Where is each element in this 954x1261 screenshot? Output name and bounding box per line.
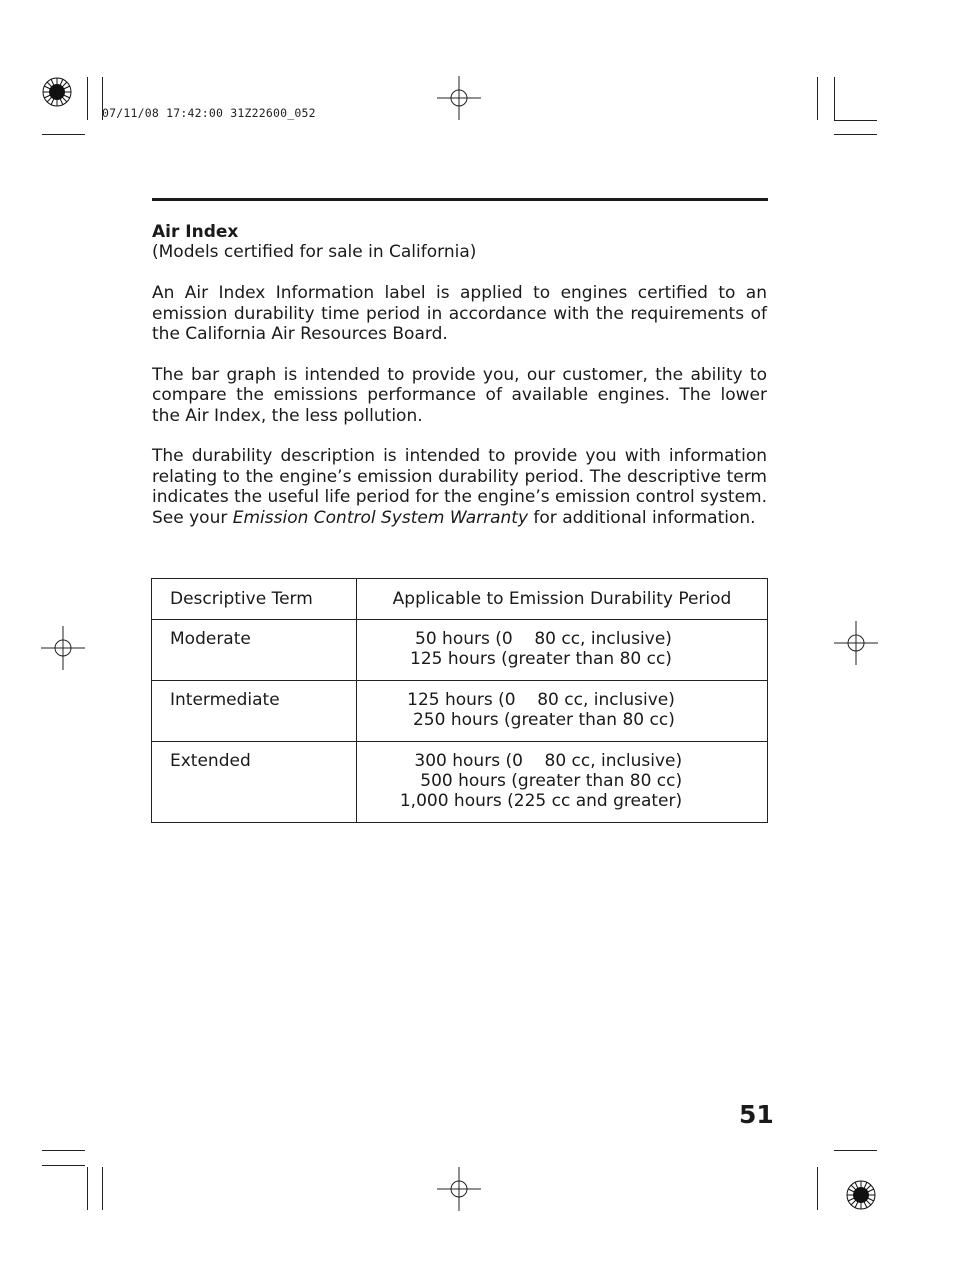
period-cell [357, 680, 768, 741]
durability-table [151, 578, 768, 823]
period-value: 250 hours (greater than 80 cc) [412, 710, 675, 731]
crop-mark [87, 77, 88, 120]
table-row [152, 741, 768, 822]
print-stamp: 07/11/08 17:42:00 31Z22600_052 [102, 106, 316, 120]
paragraph-durability [152, 446, 767, 528]
table-row [152, 620, 768, 681]
paragraph-durability-text: The durability description is intended to provide you with information relating to the engine’s emission durability period. The descriptive term indicates the useful life period for the engine’s emission control system. See your [152, 446, 767, 528]
period-value: 500 hours (greater than 80 cc) [420, 771, 683, 792]
period-cell [357, 741, 768, 822]
section-rule [152, 198, 768, 201]
term-cell: Intermediate [152, 680, 357, 741]
header-descriptive-term: Descriptive Term [152, 579, 357, 620]
crop-mark [42, 134, 85, 135]
crop-mark [834, 120, 877, 121]
page-number: 51 [739, 1100, 774, 1129]
registration-crosshair-icon [41, 626, 85, 670]
registration-crosshair-icon [437, 1167, 481, 1211]
table-row [152, 680, 768, 741]
term-cell: Moderate [152, 620, 357, 681]
air-index-section [152, 222, 767, 528]
registration-star-icon [42, 77, 72, 107]
period-value: 125 hours (0 80 cc, inclusive) [407, 689, 675, 710]
paragraph-durability-tail: for additional information. [528, 507, 756, 528]
section-subheading: (Models certified for sale in California) [152, 242, 477, 263]
paragraph-label-info: An Air Index Information label is applied to engines certified to an emission durability time period in accordance with the requirements of the California Air Resources Board. [152, 283, 767, 345]
term-cell: Extended [152, 741, 357, 822]
crop-mark [42, 1150, 85, 1151]
crop-mark [817, 77, 818, 120]
period-value: 1,000 hours (225 cc and greater) [399, 791, 683, 812]
period-cell [357, 620, 768, 681]
paragraph-bar-graph: The bar graph is intended to provide you, our customer, the ability to compare the emissions performance of available engines. The lower the Air Index, the less pollution. [152, 364, 767, 426]
section-heading: Air Index [152, 222, 239, 242]
registration-star-icon [846, 1180, 876, 1210]
crop-mark [834, 1150, 877, 1151]
crop-mark [834, 134, 877, 135]
crop-mark [42, 1165, 85, 1166]
crop-mark [102, 1167, 103, 1210]
crop-mark [87, 1167, 88, 1210]
period-value: 125 hours (greater than 80 cc) [410, 649, 672, 670]
header-durability-period: Applicable to Emission Durability Period [357, 579, 768, 620]
crop-mark [817, 1167, 818, 1210]
warranty-reference: Emission Control System Warranty [232, 507, 529, 528]
period-value: 50 hours (0 80 cc, inclusive) [415, 629, 672, 649]
crop-mark [834, 77, 835, 120]
registration-crosshair-icon [834, 621, 878, 665]
period-value: 300 hours (0 80 cc, inclusive) [414, 750, 683, 771]
table-header-row [152, 579, 768, 620]
registration-crosshair-icon [437, 76, 481, 120]
